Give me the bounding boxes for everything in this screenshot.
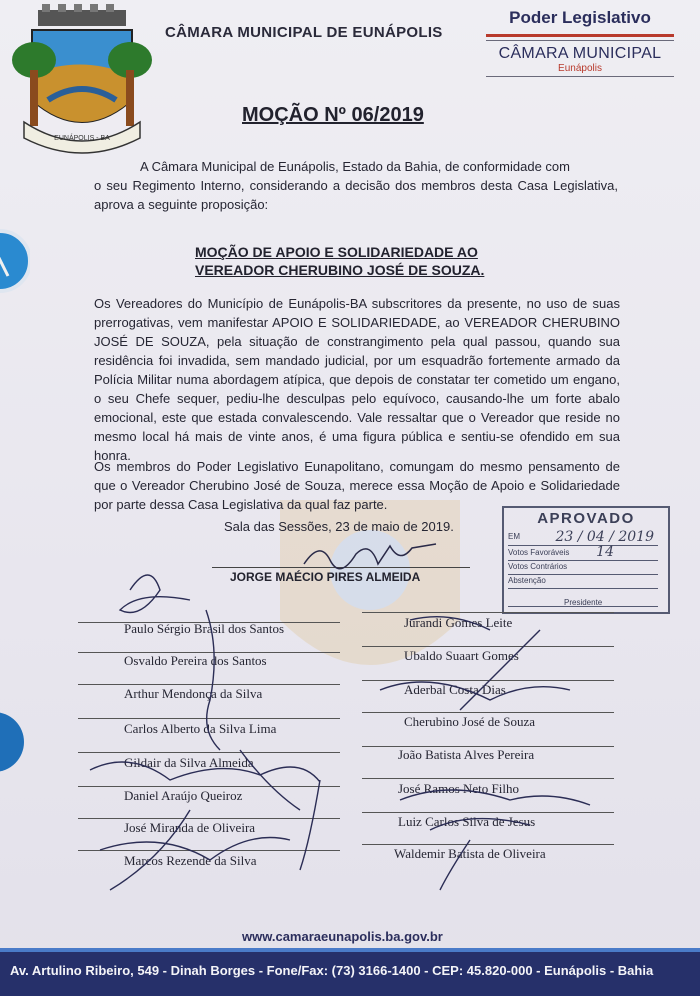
signatory-name: Paulo Sérgio Brasil dos Santos [124,621,285,636]
logo-city: Eunápolis [558,63,602,74]
president-name: JORGE MAÉCIO PIRES ALMEIDA [230,570,421,584]
municipal-crest-icon [8,4,156,160]
motion-number-title: MOÇÃO Nº 06/2019 [242,104,424,126]
motion-subject-line-2: VEREADOR CHERUBINO JOSÉ DE SOUZA. [195,262,485,278]
signatory-name: Carlos Alberto da Silva Lima [124,721,277,736]
signatory-name: José Ramos Neto Filho [398,781,519,796]
motion-subject [195,243,484,279]
signatory-name: João Batista Alves Pereira [398,747,535,762]
logo-divider [486,34,674,37]
poder-legislativo-logo [486,8,674,77]
body-paragraph-2: Os membros do Poder Legislativo Eunapolitano, comungam do mesmo pensamento de que o Vereador Cherubino José de Souza, merece essa Moção de Apoio e Solidariedade por parte dessa Casa Legislativa da qual faz parte. [94,459,620,512]
logo-title: Poder Legislativo [509,8,651,27]
logo-divider-bottom [486,76,674,77]
signatory-name: Ubaldo Suaart Gomes [404,648,519,663]
stamp-row-votos-contrarios: Votos Contrários [508,562,658,575]
header-title: CÂMARA MUNICIPAL DE EUNÁPOLIS [165,24,443,41]
handwritten-signatures-scribbles [70,560,630,900]
stamp-row-presidente: Presidente [508,592,658,607]
stamp-row-votos-favoraveis: Votos Favoráveis 14 [508,548,658,561]
signatory-name: José Miranda de Oliveira [124,820,256,835]
body-paragraph-1: Os Vereadores do Município de Eunápolis-BA subscritores da presente, no uso de suas prerrogativas, vem manifestar APOIO E SOLIDARIEDADE, ao VEREADOR CHERUBINO JOSÉ DE SOUZA, pela situação de constrangimento pela qual passou, quando sua residência foi invadida, sem mandado judicial, por um esquadrão fortemente armado da Polícia Militar numa abordagem atípica, que depois de constatar ter cometido um engano, o seu Chefe sequer, pediu-lhe desculpas pelo equívoco, causando-lhe um forte abalo emocional, este que estada convalescendo. Vale ressaltar que o Vereador que reside no mesmo local há mais de vinte anos, é uma figura pública e sentiu-se ofendido em sua honra. [94,296,620,463]
side-emblem-icon [0,698,24,786]
signatory-name: Marcos Rezende da Silva [124,853,257,868]
stamp-row-abstencao: Abstenção [508,576,658,589]
signatory-name: Luiz Carlos Silva de Jesus [398,814,536,829]
website-url[interactable]: www.camaraeunapolis.ba.gov.br [242,929,443,944]
stamp-title: APROVADO [537,510,635,527]
signatory-name: Aderbal Costa Dias [404,682,506,697]
signatory-name: Waldemir Batista de Oliveira [394,846,546,861]
intro-paragraph: o seu Regimento Interno, considerando a decisão dos membros desta Casa Legislativa, aprova a seguinte proposição: [94,178,618,212]
logo-divider-thin [486,40,674,41]
footer-address: Av. Artulino Ribeiro, 549 - Dinah Borges - Fone/Fax: (73) 3166-1400 - CEP: 45.820-000 - Eunápolis - Bahia [10,963,654,978]
session-date: Sala das Sessões, 23 de maio de 2019. [224,519,454,534]
logo-subtitle: CÂMARA MUNICIPAL [498,45,662,62]
signatory-name: Osvaldo Pereira dos Santos [124,653,267,668]
stamp-row-date: EM 23 / 04 / 2019 [508,532,658,546]
side-emblem-icon [0,214,30,308]
intro-line-1: A Câmara Municipal de Eunápolis, Estado da Bahia, de conformidade com [140,159,570,174]
signatory-name: Gildair da Silva Almeida [124,755,254,770]
motion-subject-line-1: MOÇÃO DE APOIO E SOLIDARIEDADE AO [195,244,478,260]
signatory-name: Daniel Araújo Queiroz [124,788,243,803]
svg-text:EUNÁPOLIS - BA: EUNÁPOLIS - BA [54,135,110,142]
signatory-name: Arthur Mendonça da Silva [124,686,263,701]
signatory-name: Cherubino José de Souza [404,714,536,729]
signatory-name: Jurandi Gomes Leite [404,615,513,630]
